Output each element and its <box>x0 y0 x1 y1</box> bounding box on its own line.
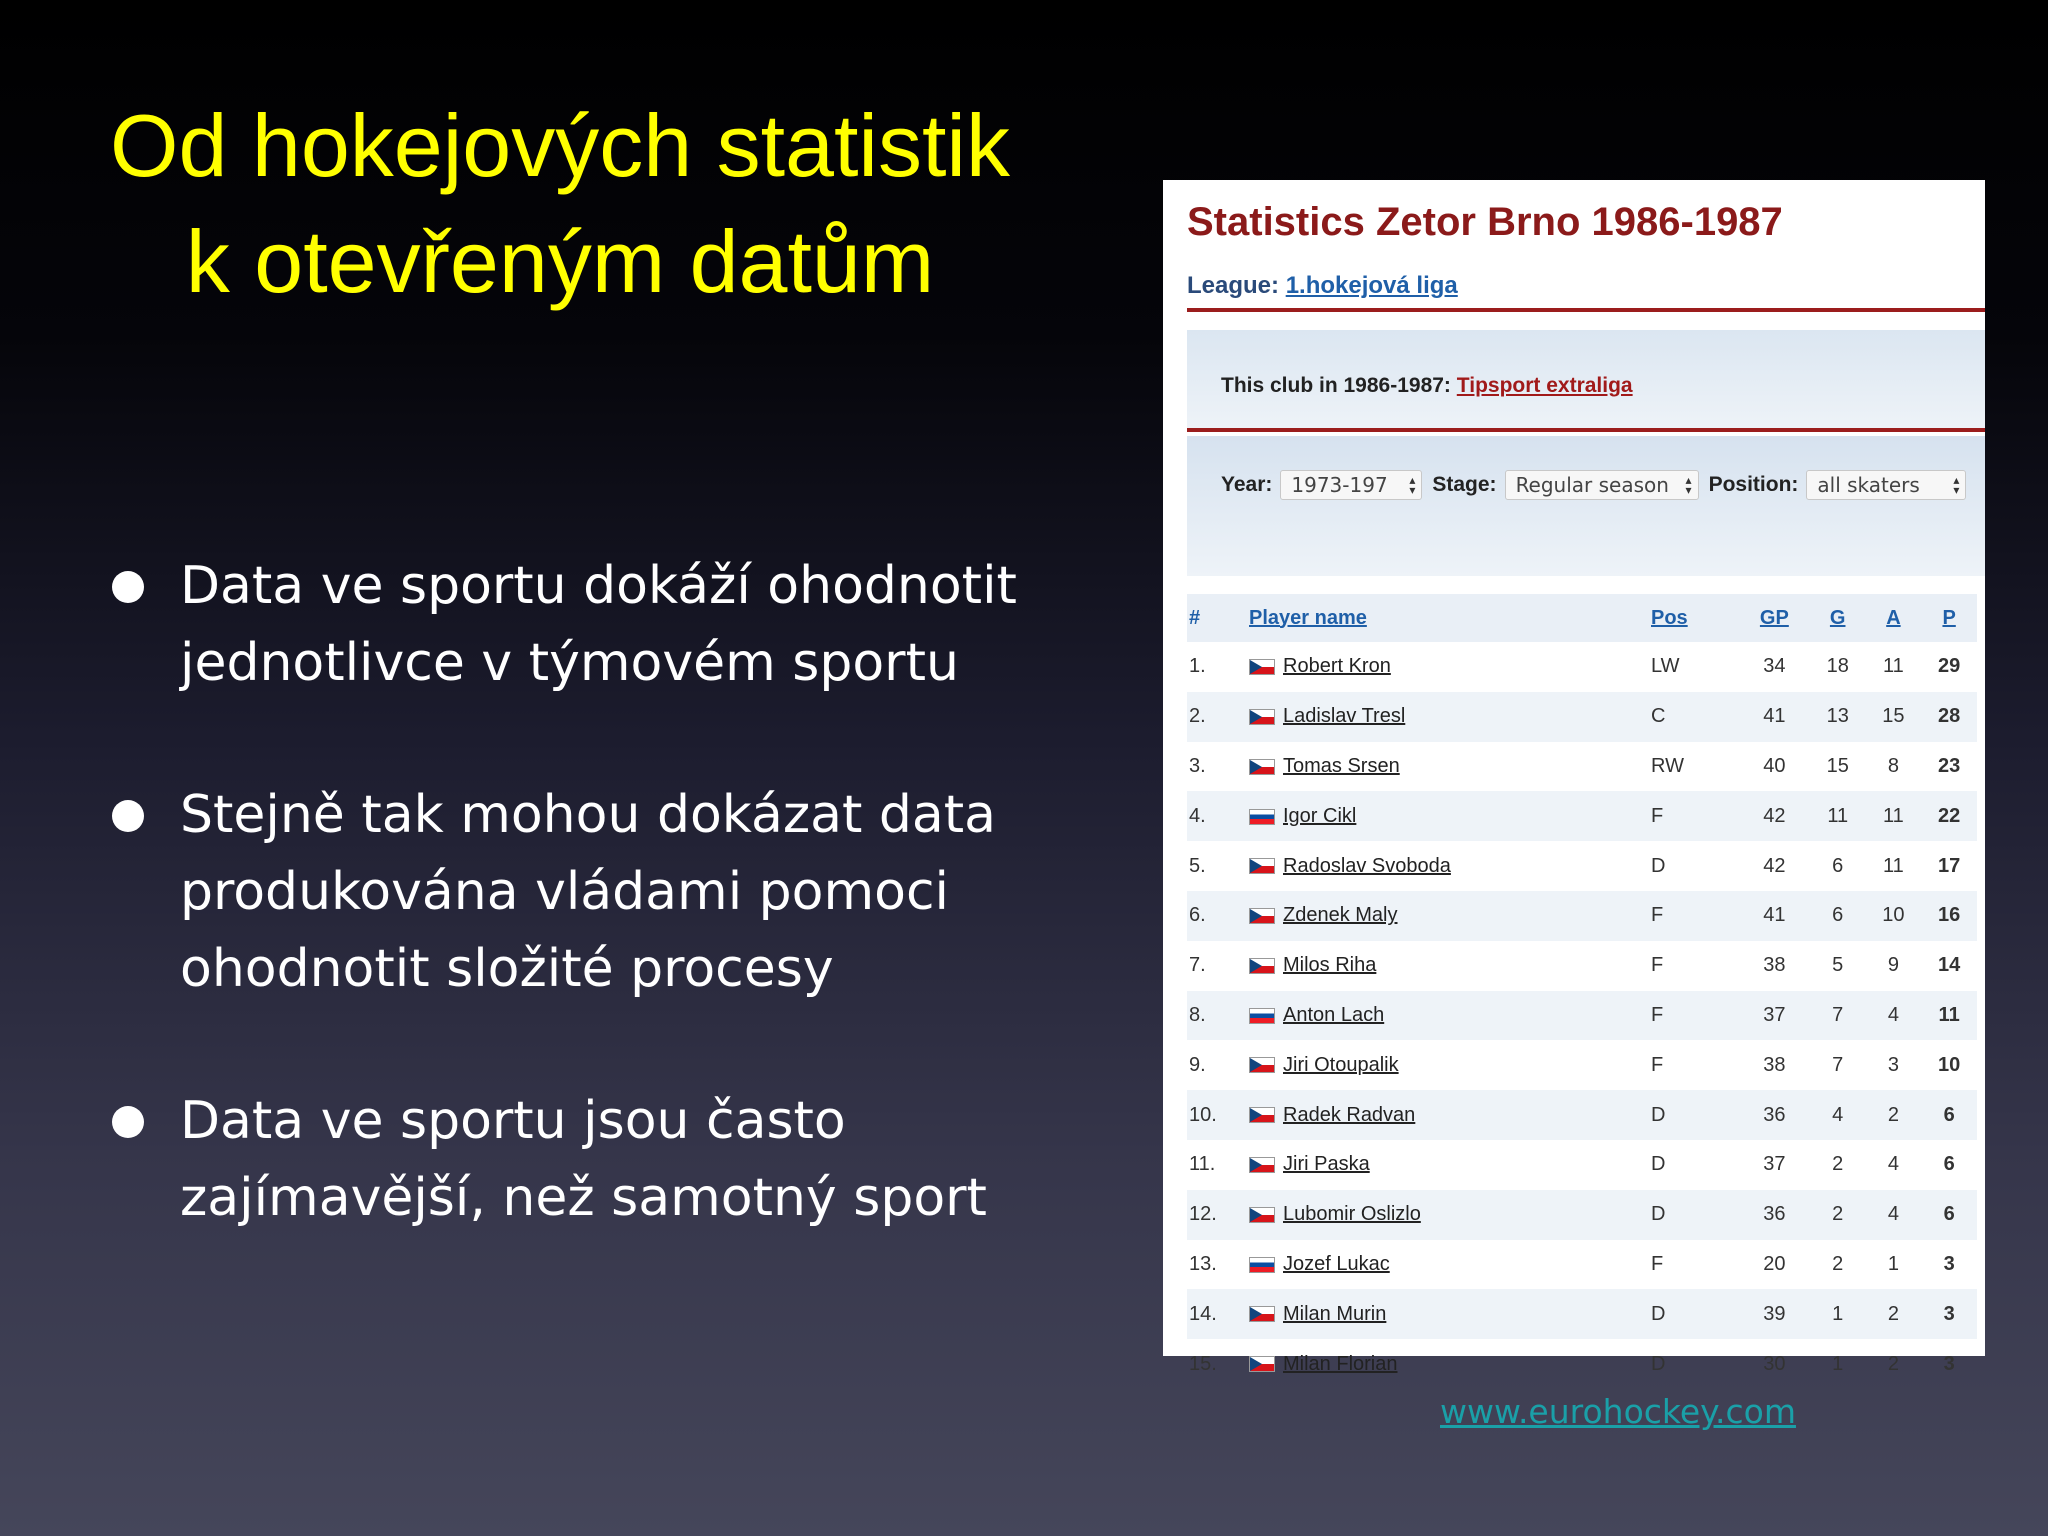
position-cell: RW <box>1651 754 1684 777</box>
table-row <box>1187 891 1977 941</box>
goals-cell: 1 <box>1810 1289 1866 1339</box>
goals-cell: 18 <box>1826 655 1849 678</box>
goals-cell: 15 <box>1826 754 1849 777</box>
column-header-g[interactable]: G <box>1810 594 1866 642</box>
points-cell: 28 <box>1921 692 1977 742</box>
table-row <box>1187 1090 1977 1140</box>
bullet-list <box>110 548 1050 1312</box>
player-name-cell <box>1248 1289 1650 1339</box>
points-cell: 22 <box>1921 791 1977 841</box>
czech-flag-icon <box>1249 858 1275 874</box>
czech-flag-icon <box>1249 958 1275 974</box>
rank-cell: 2. <box>1187 692 1248 742</box>
divider <box>1187 428 1985 432</box>
column-header-p[interactable]: P <box>1921 594 1977 642</box>
rank-cell: 13. <box>1189 1252 1217 1275</box>
goals-cell: 2 <box>1832 1153 1844 1176</box>
games-played-cell: 41 <box>1739 891 1810 941</box>
rank-cell: 4. <box>1187 791 1248 841</box>
player-link[interactable]: Milan Florian <box>1283 1352 1398 1375</box>
player-link[interactable]: Radoslav Svoboda <box>1283 854 1451 877</box>
player-link[interactable]: Jiri Otoupalik <box>1283 1053 1399 1076</box>
games-played-cell: 38 <box>1763 1053 1786 1076</box>
column-header-gp[interactable]: GP <box>1739 594 1810 642</box>
czech-flag-icon <box>1249 759 1275 775</box>
table-body <box>1187 642 1977 1389</box>
czech-flag-icon <box>1249 709 1275 725</box>
games-played-cell: 34 <box>1763 655 1786 678</box>
table-row <box>1187 1040 1977 1090</box>
rank-cell: 11. <box>1189 1153 1216 1176</box>
points-cell: 3 <box>1921 1289 1977 1339</box>
bullet-item <box>110 548 1050 702</box>
points-cell: 11 <box>1921 991 1977 1041</box>
czech-flag-icon <box>1249 1356 1275 1372</box>
points-cell: 10 <box>1938 1053 1961 1076</box>
bullet-dot-icon <box>112 1106 144 1138</box>
player-link[interactable]: Igor Cikl <box>1283 804 1357 827</box>
select-arrows-icon: ▴ ▾ <box>1685 473 1692 497</box>
stage-label: Stage: <box>1432 473 1497 496</box>
assists-cell: 2 <box>1887 1352 1899 1375</box>
slovakia-flag-icon <box>1249 1008 1275 1024</box>
position-cell: F <box>1650 891 1739 941</box>
column-header-player[interactable]: Player name <box>1248 594 1650 642</box>
player-name-cell <box>1248 1090 1650 1140</box>
points-cell: 3 <box>1943 1352 1955 1375</box>
goals-cell: 5 <box>1832 954 1844 977</box>
games-played-cell: 20 <box>1763 1252 1786 1275</box>
assists-cell: 2 <box>1866 1289 1922 1339</box>
position-select[interactable] <box>1806 470 1966 500</box>
table-row <box>1187 1240 1977 1290</box>
player-link[interactable]: Jiri Paska <box>1283 1153 1370 1176</box>
select-arrows-icon: ▴ ▾ <box>1409 473 1416 497</box>
position-cell: F <box>1650 991 1739 1041</box>
table-row <box>1187 1190 1977 1240</box>
assists-cell: 10 <box>1866 891 1922 941</box>
player-link[interactable]: Anton Lach <box>1283 1003 1385 1026</box>
player-name-cell <box>1248 1140 1650 1190</box>
year-select[interactable] <box>1280 470 1422 500</box>
position-label: Position: <box>1708 473 1799 496</box>
bullet-text: Data ve sportu jsou často zajímavější, než samotný sport <box>180 1091 987 1228</box>
player-name-cell <box>1248 891 1650 941</box>
player-name-cell <box>1248 1040 1650 1090</box>
divider <box>1187 308 1985 312</box>
games-played-cell: 42 <box>1739 791 1810 841</box>
goals-cell: 2 <box>1832 1252 1844 1275</box>
stats-title: Statistics Zetor Brno 1986-1987 <box>1187 200 1783 244</box>
assists-cell: 4 <box>1866 1190 1922 1240</box>
stats-screenshot <box>1163 180 1985 1375</box>
assists-cell: 1 <box>1887 1252 1899 1275</box>
position-cell: C <box>1650 692 1739 742</box>
points-cell: 3 <box>1943 1252 1955 1275</box>
points-cell: 23 <box>1938 754 1961 777</box>
rank-cell: 6. <box>1187 891 1248 941</box>
select-arrows-icon: ▴ ▾ <box>1953 473 1960 497</box>
goals-cell: 6 <box>1832 854 1844 877</box>
bullet-dot-icon <box>112 800 144 832</box>
table-row <box>1187 1339 1977 1389</box>
player-name-cell <box>1248 991 1650 1041</box>
player-name-cell <box>1248 742 1650 792</box>
player-name-cell <box>1248 1240 1650 1290</box>
rank-cell: 12. <box>1187 1190 1248 1240</box>
bullet-text: Data ve sportu dokáží ohodnotit jednotlivce v týmovém sportu <box>180 556 1017 693</box>
assists-cell: 4 <box>1887 1153 1899 1176</box>
slovakia-flag-icon <box>1249 1257 1275 1273</box>
player-name-cell <box>1248 1339 1650 1389</box>
games-played-cell: 38 <box>1763 954 1786 977</box>
slide-title: Od hokejových statistik k otevřeným datům <box>110 96 1010 311</box>
position-cell: D <box>1651 854 1666 877</box>
stage-select[interactable] <box>1505 470 1699 500</box>
rank-cell: 5. <box>1189 854 1206 877</box>
table-row <box>1187 1289 1977 1339</box>
goals-cell: 7 <box>1810 991 1866 1041</box>
bullet-dot-icon <box>112 571 144 603</box>
source-link[interactable]: www.eurohockey.com <box>1440 1392 1796 1431</box>
rank-cell: 9. <box>1189 1053 1206 1076</box>
club-box <box>1187 330 1985 430</box>
player-name-cell <box>1248 791 1650 841</box>
bullet-text: Stejně tak mohou dokázat data produkována vládami pomoci ohodnotit složité procesy <box>180 785 997 999</box>
assists-cell: 4 <box>1866 991 1922 1041</box>
points-cell: 6 <box>1943 1153 1955 1176</box>
player-name-cell <box>1248 692 1650 742</box>
goals-cell: 11 <box>1810 791 1866 841</box>
player-link[interactable]: Tomas Srsen <box>1283 754 1400 777</box>
position-cell: D <box>1650 1289 1739 1339</box>
bullet-item <box>110 777 1050 1008</box>
table-row <box>1187 692 1977 742</box>
year-label: Year: <box>1221 473 1273 496</box>
stage-value: Regular season <box>1515 473 1669 497</box>
player-name-cell <box>1248 841 1650 891</box>
rank-cell: 15. <box>1189 1352 1217 1375</box>
player-link[interactable]: Lubomir Oslizlo <box>1283 1203 1421 1226</box>
points-cell: 6 <box>1921 1090 1977 1140</box>
table-row <box>1187 941 1977 991</box>
games-played-cell: 41 <box>1739 692 1810 742</box>
player-link[interactable]: Radek Radvan <box>1283 1103 1416 1126</box>
player-link[interactable]: Zdenek Maly <box>1283 904 1398 927</box>
points-cell: 29 <box>1938 655 1961 678</box>
club-link[interactable]: Tipsport extraliga <box>1456 374 1633 397</box>
player-link[interactable]: Ladislav Tresl <box>1283 705 1406 728</box>
column-header-rank: # <box>1187 594 1248 642</box>
column-header-a[interactable]: A <box>1866 594 1922 642</box>
rank-cell: 7. <box>1189 954 1206 977</box>
rank-cell: 1. <box>1189 655 1206 678</box>
rank-cell: 3. <box>1189 754 1206 777</box>
games-played-cell: 37 <box>1739 991 1810 1041</box>
games-played-cell: 39 <box>1739 1289 1810 1339</box>
assists-cell: 3 <box>1887 1053 1899 1076</box>
assists-cell: 11 <box>1883 655 1904 678</box>
position-cell: D <box>1650 1090 1739 1140</box>
player-stats-table <box>1187 594 1977 1389</box>
games-played-cell: 30 <box>1763 1352 1786 1375</box>
games-played-cell: 37 <box>1763 1153 1786 1176</box>
goals-cell: 1 <box>1832 1352 1844 1375</box>
table-row <box>1187 841 1977 891</box>
position-cell: F <box>1650 791 1739 841</box>
czech-flag-icon <box>1249 1157 1275 1173</box>
table-row <box>1187 642 1977 692</box>
assists-cell: 15 <box>1866 692 1922 742</box>
table-row <box>1187 742 1977 792</box>
column-header-pos[interactable]: Pos <box>1650 594 1739 642</box>
player-name-cell <box>1248 1190 1650 1240</box>
assists-cell: 8 <box>1887 754 1899 777</box>
points-cell: 17 <box>1938 854 1961 877</box>
position-cell: F <box>1651 1053 1664 1076</box>
czech-flag-icon <box>1249 908 1275 924</box>
filter-box <box>1187 436 1985 576</box>
rank-cell: 8. <box>1187 991 1248 1041</box>
points-cell: 16 <box>1921 891 1977 941</box>
slovakia-flag-icon <box>1249 809 1275 825</box>
goals-cell: 2 <box>1810 1190 1866 1240</box>
position-cell: F <box>1651 954 1664 977</box>
czech-flag-icon <box>1249 1207 1275 1223</box>
position-cell: F <box>1651 1252 1664 1275</box>
goals-cell: 6 <box>1810 891 1866 941</box>
table-row <box>1187 1140 1977 1190</box>
club-info <box>1221 374 1633 398</box>
rank-cell: 14. <box>1187 1289 1248 1339</box>
league-link[interactable]: 1.hokejová liga <box>1285 272 1458 299</box>
points-cell: 6 <box>1921 1190 1977 1240</box>
table-header-row <box>1187 594 1977 642</box>
assists-cell: 11 <box>1866 791 1922 841</box>
czech-flag-icon <box>1249 659 1275 675</box>
filter-row <box>1221 470 1976 500</box>
czech-flag-icon <box>1249 1107 1275 1123</box>
table-row <box>1187 791 1977 841</box>
games-played-cell: 36 <box>1739 1190 1810 1240</box>
goals-cell: 4 <box>1810 1090 1866 1140</box>
games-played-cell: 40 <box>1763 754 1786 777</box>
position-cell: D <box>1651 1153 1666 1176</box>
points-cell: 14 <box>1938 954 1961 977</box>
position-cell: D <box>1651 1352 1666 1375</box>
club-label: This club in 1986-1987: <box>1221 374 1451 397</box>
games-played-cell: 36 <box>1739 1090 1810 1140</box>
league-row <box>1187 272 1458 300</box>
league-label: League: <box>1187 272 1280 299</box>
position-value: all skaters <box>1817 473 1920 497</box>
assists-cell: 9 <box>1887 954 1899 977</box>
player-name-cell <box>1248 642 1650 692</box>
czech-flag-icon <box>1249 1306 1275 1322</box>
bullet-item <box>110 1083 1050 1237</box>
goals-cell: 13 <box>1810 692 1866 742</box>
assists-cell: 11 <box>1883 854 1904 877</box>
position-cell: D <box>1650 1190 1739 1240</box>
year-value: 1973-197 <box>1291 473 1388 497</box>
goals-cell: 7 <box>1832 1053 1844 1076</box>
rank-cell: 10. <box>1187 1090 1248 1140</box>
assists-cell: 2 <box>1866 1090 1922 1140</box>
czech-flag-icon <box>1249 1057 1275 1073</box>
player-link[interactable]: Jozef Lukac <box>1283 1252 1390 1275</box>
player-link[interactable]: Milan Murin <box>1283 1302 1387 1325</box>
player-link[interactable]: Milos Riha <box>1283 954 1377 977</box>
player-link[interactable]: Robert Kron <box>1283 655 1391 678</box>
table-row <box>1187 991 1977 1041</box>
position-cell: LW <box>1651 655 1680 678</box>
games-played-cell: 42 <box>1763 854 1786 877</box>
player-name-cell <box>1248 941 1650 991</box>
